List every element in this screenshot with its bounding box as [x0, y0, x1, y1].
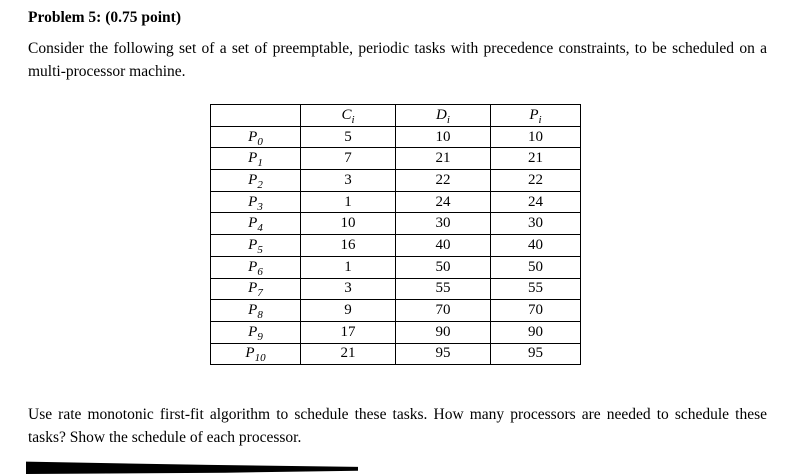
header-pi-cell [491, 105, 581, 127]
table-row [211, 343, 581, 365]
value-cell: 55 [396, 278, 491, 300]
task-table [210, 104, 581, 365]
table-row [211, 321, 581, 343]
value-cell: 3 [301, 278, 396, 300]
value-cell: 9 [301, 300, 396, 322]
value-cell: 90 [396, 321, 491, 343]
task-name-cell: $P_4$ [211, 213, 301, 235]
value-cell: 22 [396, 170, 491, 192]
value-cell: 95 [396, 343, 491, 365]
task-name-cell: $P_3$ [211, 191, 301, 213]
intro-paragraph: Consider the following set of a set of preemptable, periodic tasks with precedence constraints, to be scheduled on a multi-processor machine. [28, 40, 767, 80]
task-name-cell: $P_6$ [211, 256, 301, 278]
header-di-cell [396, 105, 491, 127]
table-row [211, 213, 581, 235]
value-cell: 55 [491, 278, 581, 300]
task-name-cell: $P_2$ [211, 170, 301, 192]
table-row [211, 256, 581, 278]
table-row [211, 300, 581, 322]
task-name-cell: $P_5$ [211, 235, 301, 257]
task-name-cell: $P_{10}$ [211, 343, 301, 365]
value-cell: 21 [396, 148, 491, 170]
value-cell: 40 [396, 235, 491, 257]
value-cell: 70 [396, 300, 491, 322]
problem-title: Problem 5: (0.75 point) [28, 9, 181, 26]
header-ci-base: C [341, 106, 352, 123]
task-name-cell: $P_8$ [211, 300, 301, 322]
value-cell: 24 [491, 191, 581, 213]
value-cell: 30 [396, 213, 491, 235]
header-ci-sub: i [351, 113, 355, 126]
value-cell: 10 [301, 213, 396, 235]
table-row [211, 170, 581, 192]
value-cell: 10 [396, 126, 491, 148]
task-name-cell: $P_1$ [211, 148, 301, 170]
value-cell: 70 [491, 300, 581, 322]
value-cell: 21 [301, 343, 396, 365]
value-cell: 16 [301, 235, 396, 257]
value-cell: 1 [301, 256, 396, 278]
value-cell: 50 [396, 256, 491, 278]
value-cell: 3 [301, 170, 396, 192]
header-ci-cell [301, 105, 396, 127]
header-di-base: D [436, 106, 447, 123]
table-row [211, 148, 581, 170]
value-cell: 21 [491, 148, 581, 170]
value-cell: 5 [301, 126, 396, 148]
value-cell: 90 [491, 321, 581, 343]
task-name-cell: $P_9$ [211, 321, 301, 343]
scan-artifact [26, 461, 358, 474]
header-pi-base: P [529, 106, 539, 123]
header-di-sub: i [446, 113, 450, 126]
task-name-cell: $P_7$ [211, 278, 301, 300]
table-row [211, 126, 581, 148]
value-cell: 1 [301, 191, 396, 213]
value-cell: 95 [491, 343, 581, 365]
value-cell: 30 [491, 213, 581, 235]
value-cell: 40 [491, 235, 581, 257]
task-table-container [210, 104, 581, 365]
value-cell: 17 [301, 321, 396, 343]
table-row [211, 278, 581, 300]
value-cell: 24 [396, 191, 491, 213]
value-cell: 22 [491, 170, 581, 192]
table-row [211, 191, 581, 213]
value-cell: 50 [491, 256, 581, 278]
task-name-cell: $P_0$ [211, 126, 301, 148]
table-header-row [211, 105, 581, 127]
question-paragraph: Use rate monotonic first-fit algorithm to schedule these tasks. How many processors are needed to schedule these tasks? Show the schedule of each processor. [28, 406, 767, 446]
header-pi-sub: i [538, 113, 542, 126]
header-blank-cell [211, 105, 301, 127]
table-row [211, 235, 581, 257]
value-cell: 7 [301, 148, 396, 170]
value-cell: 10 [491, 126, 581, 148]
